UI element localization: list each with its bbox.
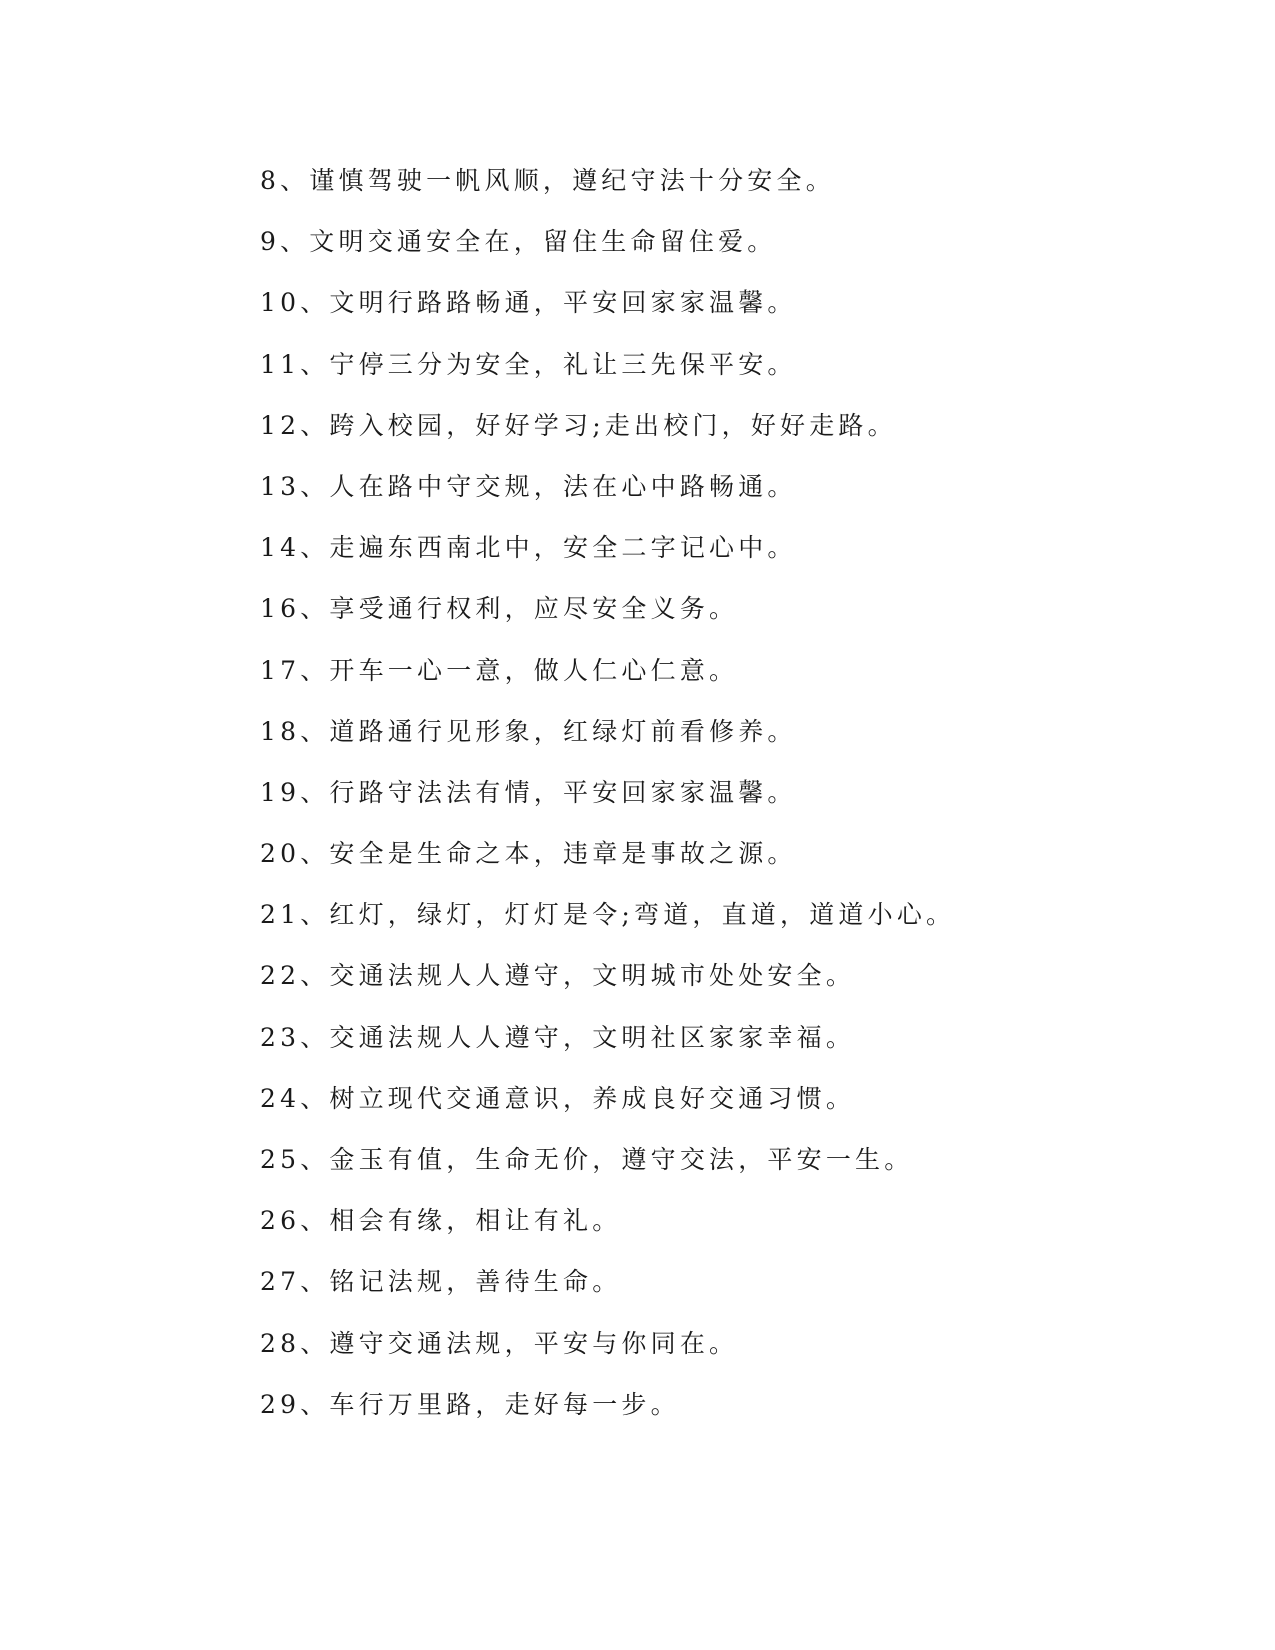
slogan-line: 14、走遍东西南北中，安全二字记心中。 [260,533,797,563]
slogan-line: 18、道路通行见形象，红绿灯前看修养。 [260,716,797,746]
slogan-line: 11、宁停三分为安全，礼让三先保平安。 [260,349,797,379]
slogan-line: 13、人在路中守交规，法在心中路畅通。 [260,471,797,501]
slogan-line: 10、文明行路路畅通，平安回家家温馨。 [260,288,797,318]
slogan-line: 17、开车一心一意，做人仁心仁意。 [260,655,739,685]
slogan-line: 16、享受通行权利，应尽安全义务。 [260,594,739,624]
slogan-line: 29、车行万里路，走好每一步。 [260,1389,680,1419]
slogan-line: 25、金玉有值，生命无价，遵守交法，平安一生。 [260,1145,914,1174]
slogan-line: 23、交通法规人人遵守，文明社区家家幸福。 [260,1022,856,1052]
slogan-line: 22、交通法规人人遵守，文明城市处处安全。 [260,961,856,991]
slogan-line: 28、遵守交通法规，平安与你同在。 [260,1328,739,1358]
slogan-line: 20、安全是生命之本，违章是事故之源。 [260,839,797,869]
slogan-line: 9、文明交通安全在，留住生命留住爱。 [260,227,777,257]
slogan-line: 8、谨慎驾驶一帆风顺，遵纪守法十分安全。 [260,166,835,195]
slogan-list [260,161,1160,1446]
slogan-line: 19、行路守法法有情，平安回家家温馨。 [260,777,797,807]
slogan-line: 24、树立现代交通意识，养成良好交通习惯。 [260,1083,856,1113]
slogan-line: 26、相会有缘，相让有礼。 [260,1206,622,1236]
slogan-line: 12、跨入校园，好好学习;走出校门，好好走路。 [260,410,897,440]
slogan-line: 21、红灯，绿灯，灯灯是令;弯道，直道，道道小心。 [260,900,956,930]
slogan-line: 27、铭记法规，善待生命。 [260,1267,622,1297]
